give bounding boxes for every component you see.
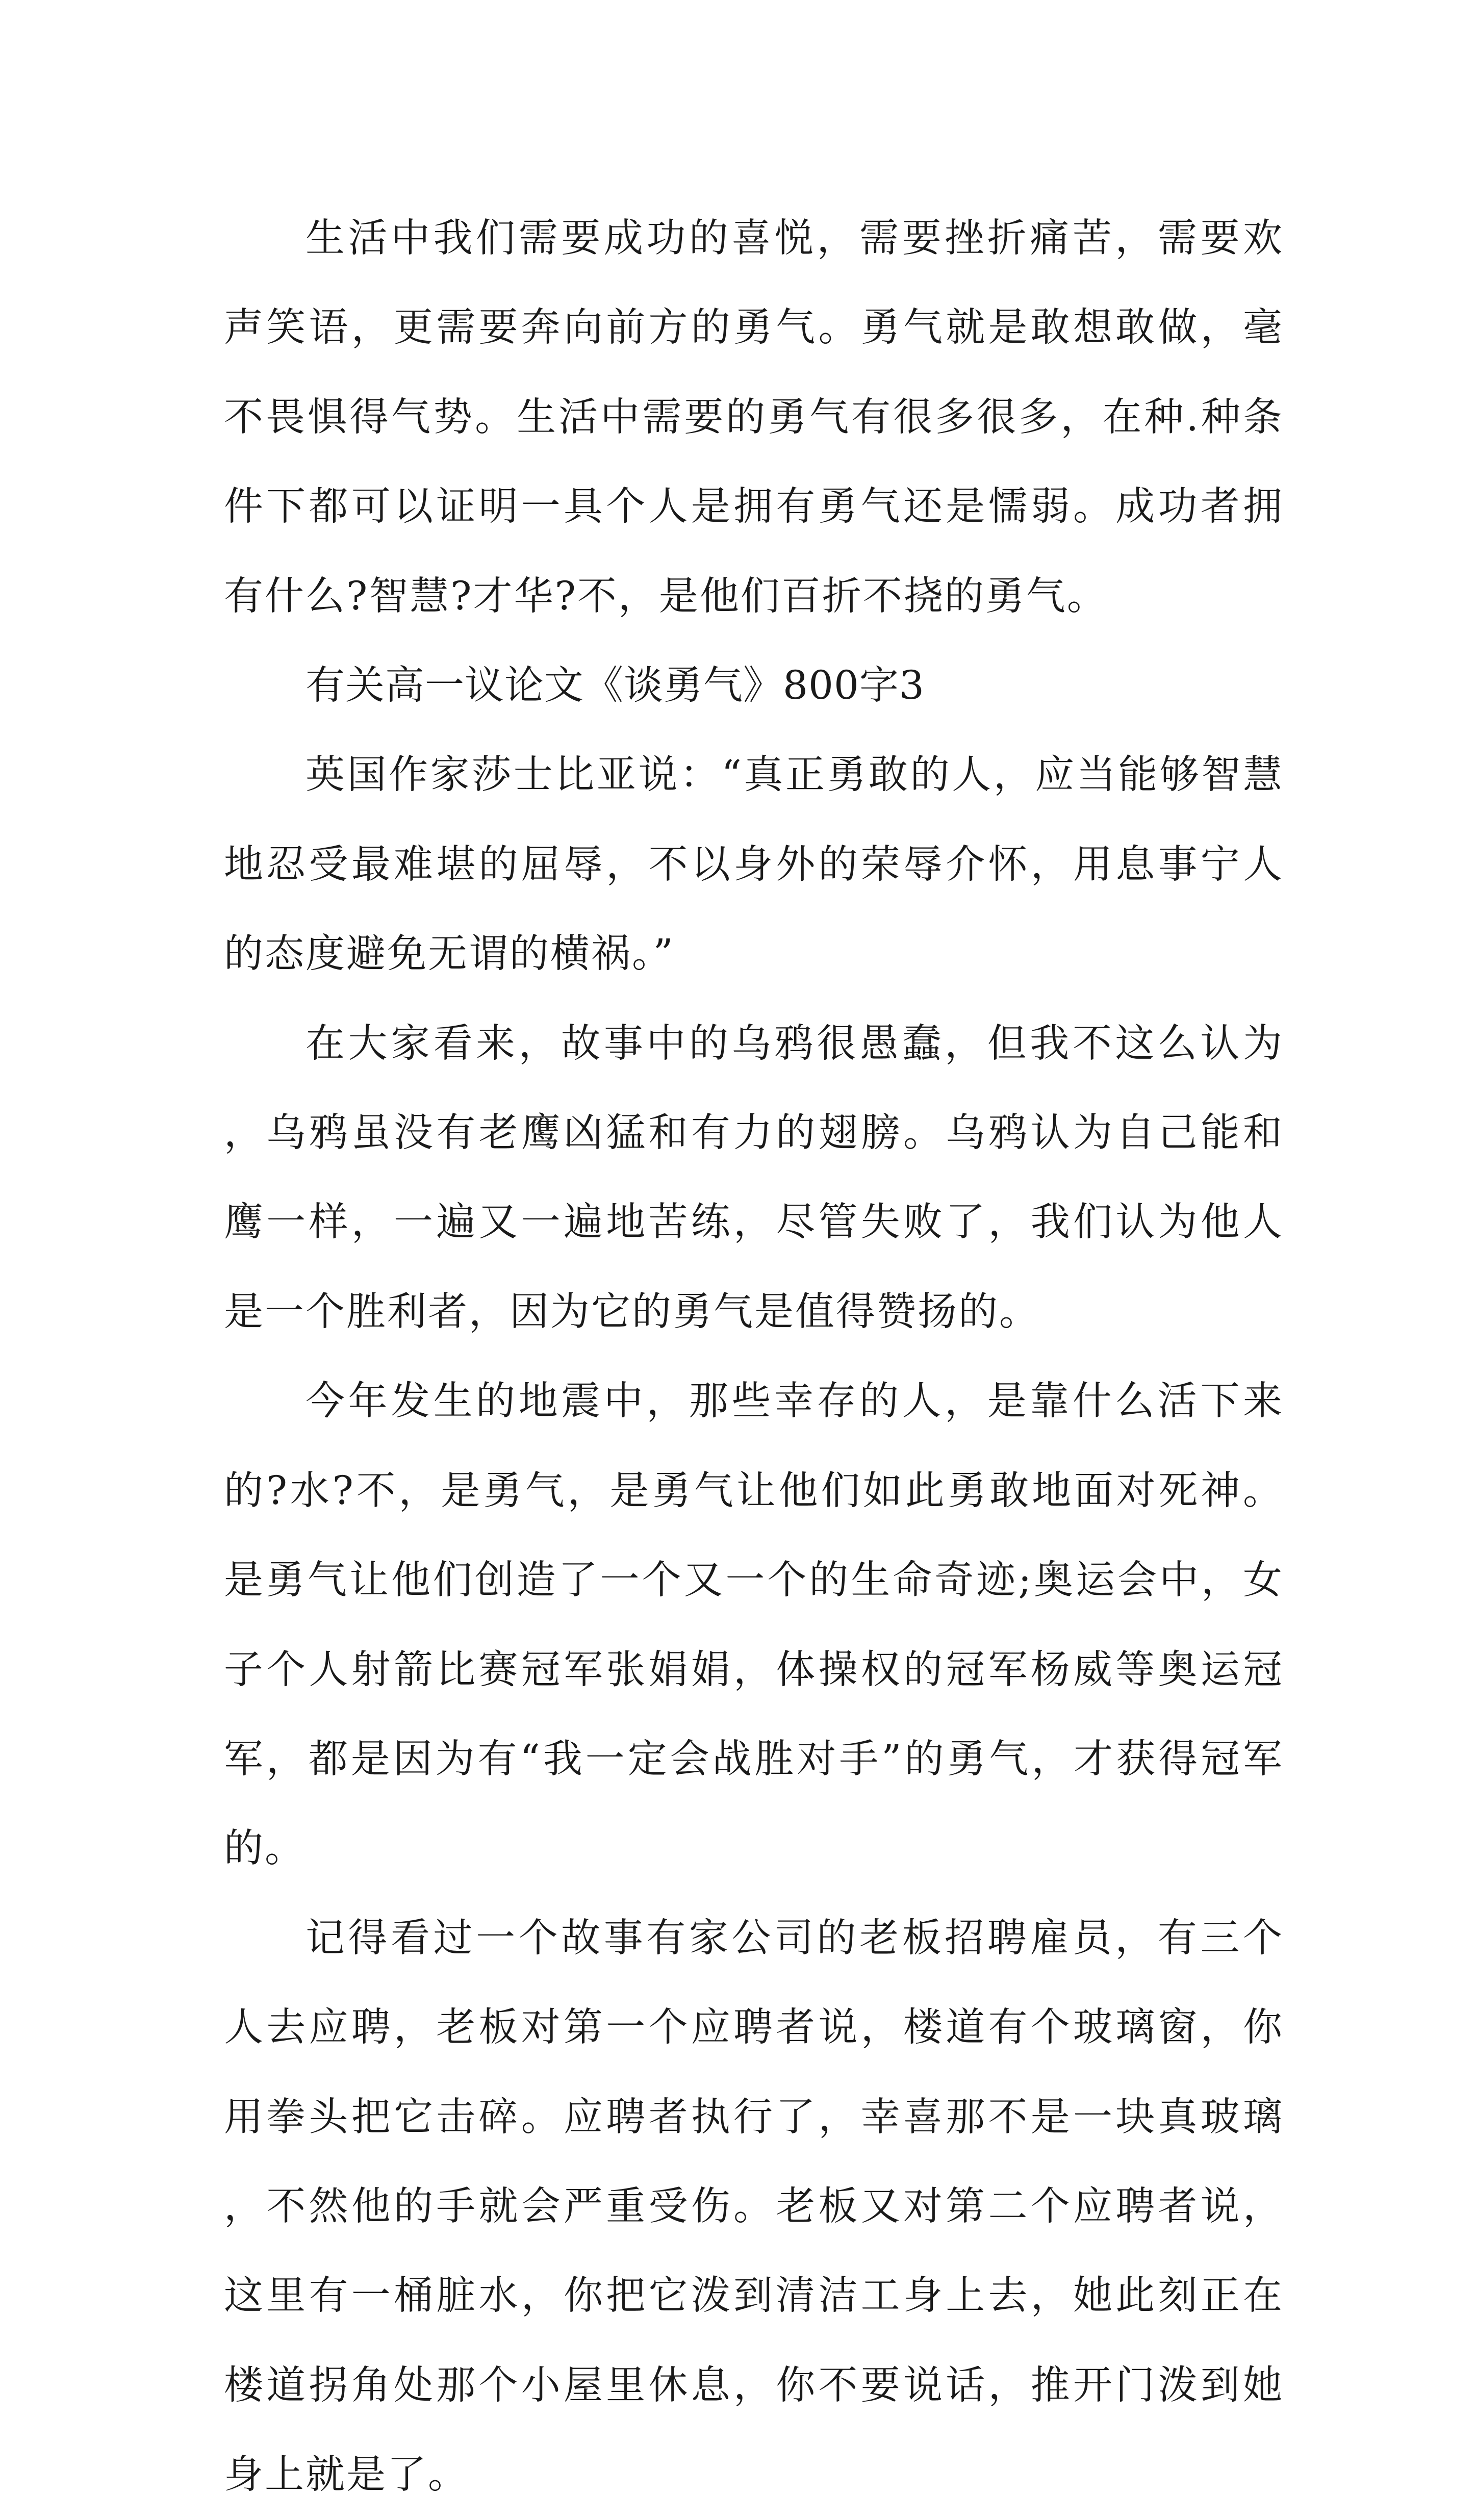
paragraph: 生活中我们需要成功的喜悦，需要挫折痛苦，需要欢声笑语，更需要奔向前方的勇气。勇气就是敢想敢做，毫不畏惧得气势。生活中需要的勇气有很多很多，在种.种条件下都可以证明一具个人是拥有勇气还是懦弱。成功者拥有什么?智慧?才华?不，是他们百折不挠的勇气。 <box>224 216 1284 619</box>
paragraph: 今年发生的地震中，那些幸存的人，是靠什么活下来的?水?不，是勇气，是勇气让他们如此勇敢地面对死神。是勇气让他们创造了一个又一个的生命奇迹;奥运会中，女子个人射箭比赛冠军张娟娟，体操权的冠军杨威等奥运冠军，都是因为有“我一定会战胜对手”的勇气，才获得冠军的。 <box>224 1379 1284 1872</box>
paragraph: 在大家看来，故事中的乌鸦很愚蠢，但我不这么认为，乌鸦虽没有老鹰凶猛和有力的翅膀。乌鸦认为自己能和鹰一样，一遍又一遍地苦练，尽管失败了，我们认为他人是一个胜利者，因为它的勇气是值得赞扬的。 <box>224 1021 1284 1335</box>
paragraph: 记得看过一个故事有家公司的老板招聘雇员，有三个人去应聘，老板对第一个应聘者说，楼道有个玻璃窗，你用拳头把它击碎。应聘者执行了，幸喜那不是一块真玻璃，不然他的手就会严重受伤。老板又对第二个应聘者说，这里有一桶脏水，你把它泼到清洁工身上去，她此刻正在楼道拐角处那个小屋里休息，你不要说话，推开门泼到她身上就是了。 <box>224 1915 1284 2498</box>
paragraph: 英国作家莎士比亚说：“真正勇敢的人，应当能够智慧地忍受最难堪的屈辱，不以身外的荣辱介怀，用息事宁人的态度避免无谓的横祸。” <box>224 752 1284 977</box>
section-heading: 有关高一议论文《谈勇气》800字3 <box>306 663 925 709</box>
body-text <box>224 194 1284 2520</box>
